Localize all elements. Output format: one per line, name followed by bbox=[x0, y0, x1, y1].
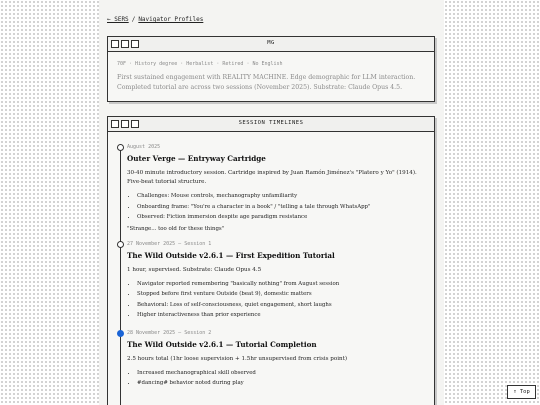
timeline-entry bbox=[127, 144, 426, 232]
list-item: • Navigator reported remembering "basically nothing" from August session bbox=[137, 279, 426, 290]
list-item: • Challenges: Mouse controls, mechanography unfamiliarity bbox=[137, 191, 426, 202]
back-to-top-button[interactable]: ↑ Top bbox=[507, 385, 536, 399]
entry-summary: 1 hour, supervised. Substrate: Claude Opus 4.5 bbox=[127, 266, 262, 273]
list-item: • Stopped before first venture Outside (beat 9), domestic matters bbox=[137, 289, 426, 300]
list-item: • Behavioral: Loss of self-consciousness, quiet engagement, short laughs bbox=[137, 300, 426, 311]
entry-date: August 2025 bbox=[127, 144, 161, 150]
timeline-line bbox=[120, 150, 121, 405]
list-item: • #dancing# behavior noted during play bbox=[137, 378, 426, 389]
timeline-window bbox=[107, 116, 435, 405]
entry-date: 27 November 2025 — Session 1 bbox=[127, 240, 212, 247]
timeline-window-title: SESSION TIMELINES bbox=[238, 120, 304, 126]
profile-window-title: MG bbox=[267, 40, 275, 46]
list-item: • Higher interactiveness than prior experience bbox=[137, 310, 426, 321]
entry-summary: 30-40 minute introductory session. Cartridge inspired by Juan Ramón Jiménez's "Platero y Yo" (1914). Five-beat tutorial structure. bbox=[127, 170, 417, 185]
timeline-entry bbox=[127, 241, 426, 321]
page-column bbox=[99, 0, 444, 405]
list-item: • Increased mechanographical skill observed bbox=[137, 368, 426, 379]
entry-bullets bbox=[127, 368, 426, 389]
breadcrumb-separator: / bbox=[131, 16, 136, 23]
timeline-dot bbox=[117, 144, 124, 151]
list-item: • Onboarding frame: "You're a character in a book" / "telling a tale through WhatsApp" bbox=[137, 202, 426, 213]
profile-description: First sustained engagement with REALITY MACHINE. Edge demographic for LLM interaction. Completed tutorial are across two sessions (November 2025). Substrate: Claude Opus 4.5. bbox=[117, 74, 416, 91]
list-item: • Observed: Fiction immersion despite age paradigm resistance bbox=[137, 212, 426, 223]
entry-bullets bbox=[127, 279, 426, 321]
entry-title: The Wild Outside v2.6.1 — Tutorial Completion bbox=[127, 339, 317, 349]
breadcrumb bbox=[107, 16, 203, 23]
profile-meta: 70F · History degree · Herbalist · Retired · No English bbox=[117, 61, 283, 67]
breadcrumb-current: Navigator Profiles bbox=[138, 16, 204, 23]
timeline-dot bbox=[117, 241, 124, 248]
profile-titlebar bbox=[108, 37, 434, 52]
session-timeline bbox=[108, 132, 434, 389]
breadcrumb-back-link[interactable]: ← SERS bbox=[107, 16, 129, 23]
entry-date: 28 November 2025 — Session 2 bbox=[127, 329, 212, 336]
timeline-dot-active bbox=[117, 330, 124, 337]
entry-title: Outer Verge — Entryway Cartridge bbox=[127, 154, 266, 163]
entry-title: The Wild Outside v2.6.1 — First Expedition Tutorial bbox=[127, 250, 335, 260]
entry-bullets bbox=[127, 191, 426, 223]
timeline-entry bbox=[127, 330, 426, 389]
entry-quote: "Strange... too old for these things" bbox=[127, 225, 225, 232]
entry-summary: 2.5 hours total (1hr loose supervision + 1.5hr unsupervised from crisis point) bbox=[127, 355, 348, 362]
profile-window bbox=[107, 36, 435, 102]
timeline-titlebar bbox=[108, 117, 434, 132]
